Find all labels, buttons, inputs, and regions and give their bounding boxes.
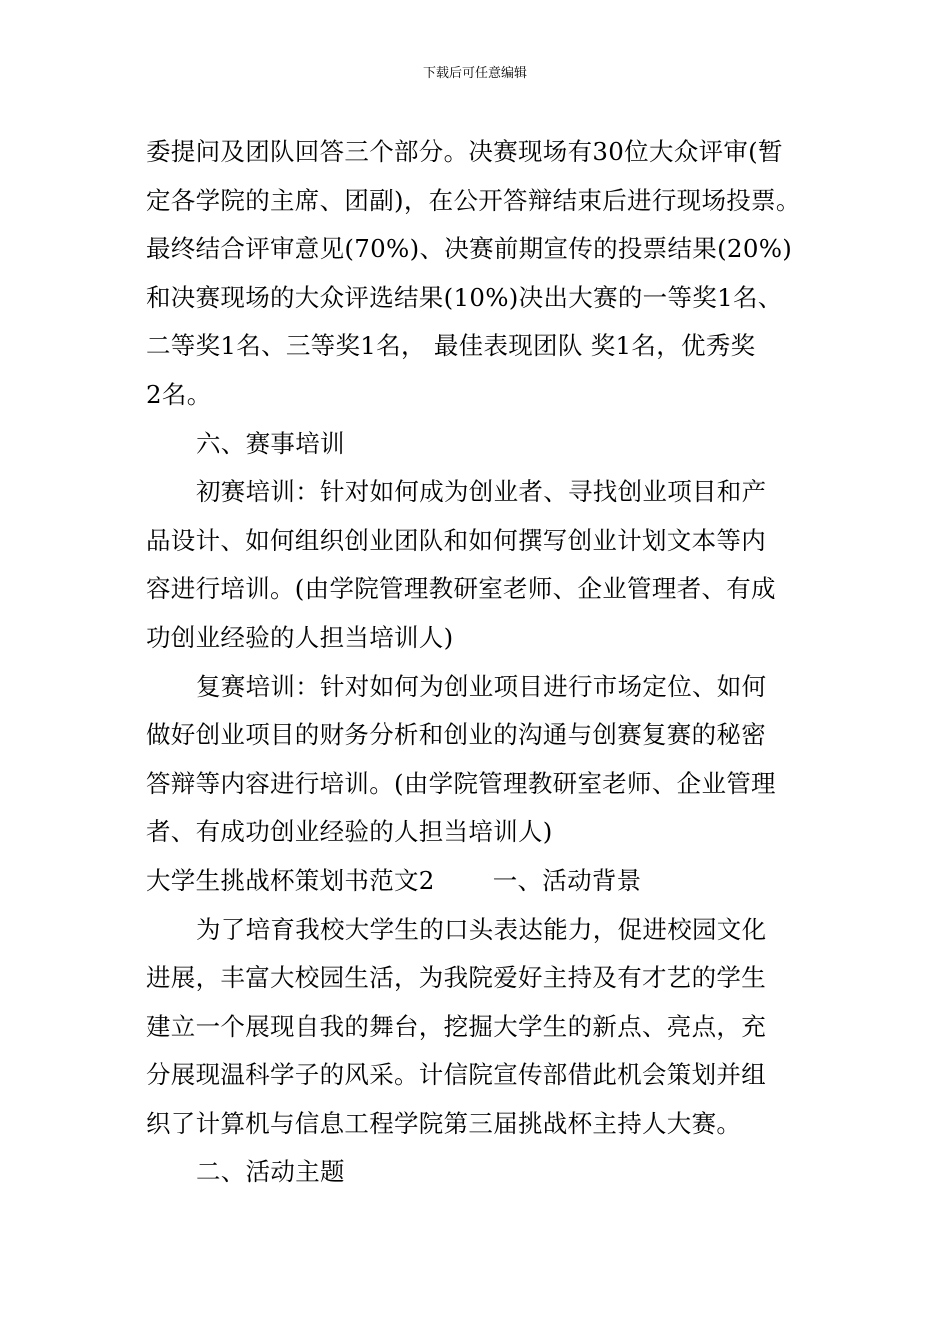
paragraph-line: 者、有成功创业经验的人担当培训人): [146, 817, 553, 847]
paragraph-line: 为了培育我校大学生的口头表达能力，促进校园文化: [196, 914, 767, 944]
page-header: 下载后可任意编辑: [422, 66, 527, 81]
paragraph-line: 织了计算机与信息工程学院第三届挑战杯主持人大赛。: [146, 1108, 742, 1138]
paragraph-line: 和决赛现场的大众评选结果(10%)决出大赛的一等奖1名、: [146, 282, 783, 312]
section-heading: 一、活动背景: [492, 865, 642, 895]
paragraph-line: 复赛培训：针对如何为创业项目进行市场定位、如何: [196, 671, 767, 701]
paragraph-line: 2名。: [146, 379, 212, 409]
paragraph-line: 功创业经验的人担当培训人): [146, 622, 454, 652]
paragraph-line: 品设计、如何组织创业团队和如何撰写创业计划文本等内: [146, 525, 766, 555]
document-title-line: [146, 857, 816, 906]
paragraph-line: 委提问及团队回答三个部分。决赛现场有30位大众评审(暂: [146, 137, 783, 166]
paragraph-line: 答辩等内容进行培训。(由学院管理教研室老师、企业管理: [146, 768, 776, 798]
paragraph-line: 定各学院的主席、团副)，在公开答辩结束后进行现场投票。: [146, 185, 801, 215]
section-heading: 二、活动主题: [196, 1157, 345, 1187]
paragraph-line: 做好创业项目的财务分析和创业的沟通与创赛复赛的秘密: [146, 720, 766, 750]
paragraph-line: 建立一个展现自我的舞台，挖掘大学生的新点、亮点，充: [146, 1011, 766, 1041]
paragraph-line: 二等奖1名、三等奖1名， 最佳表现团队 奖1名，优秀奖: [146, 331, 756, 361]
paragraph-line: 分展现温科学子的风采。计信院宣传部借此机会策划并组: [146, 1060, 766, 1090]
paragraph-line: 进展，丰富大校园生活，为我院爱好主持及有才艺的学生: [146, 963, 766, 993]
paragraph-line: 容进行培训。(由学院管理教研室老师、企业管理者、有成: [146, 574, 776, 604]
document-body: [146, 128, 816, 1197]
section-heading: 六、赛事培训: [196, 428, 345, 458]
paragraph-line: 最终结合评审意见(70%)、决赛前期宣传的投票结果(20%): [146, 234, 793, 264]
paragraph-line: 初赛培训：针对如何成为创业者、寻找创业项目和产: [196, 477, 767, 507]
document-title: 大学生挑战杯策划书范文2: [146, 865, 435, 895]
